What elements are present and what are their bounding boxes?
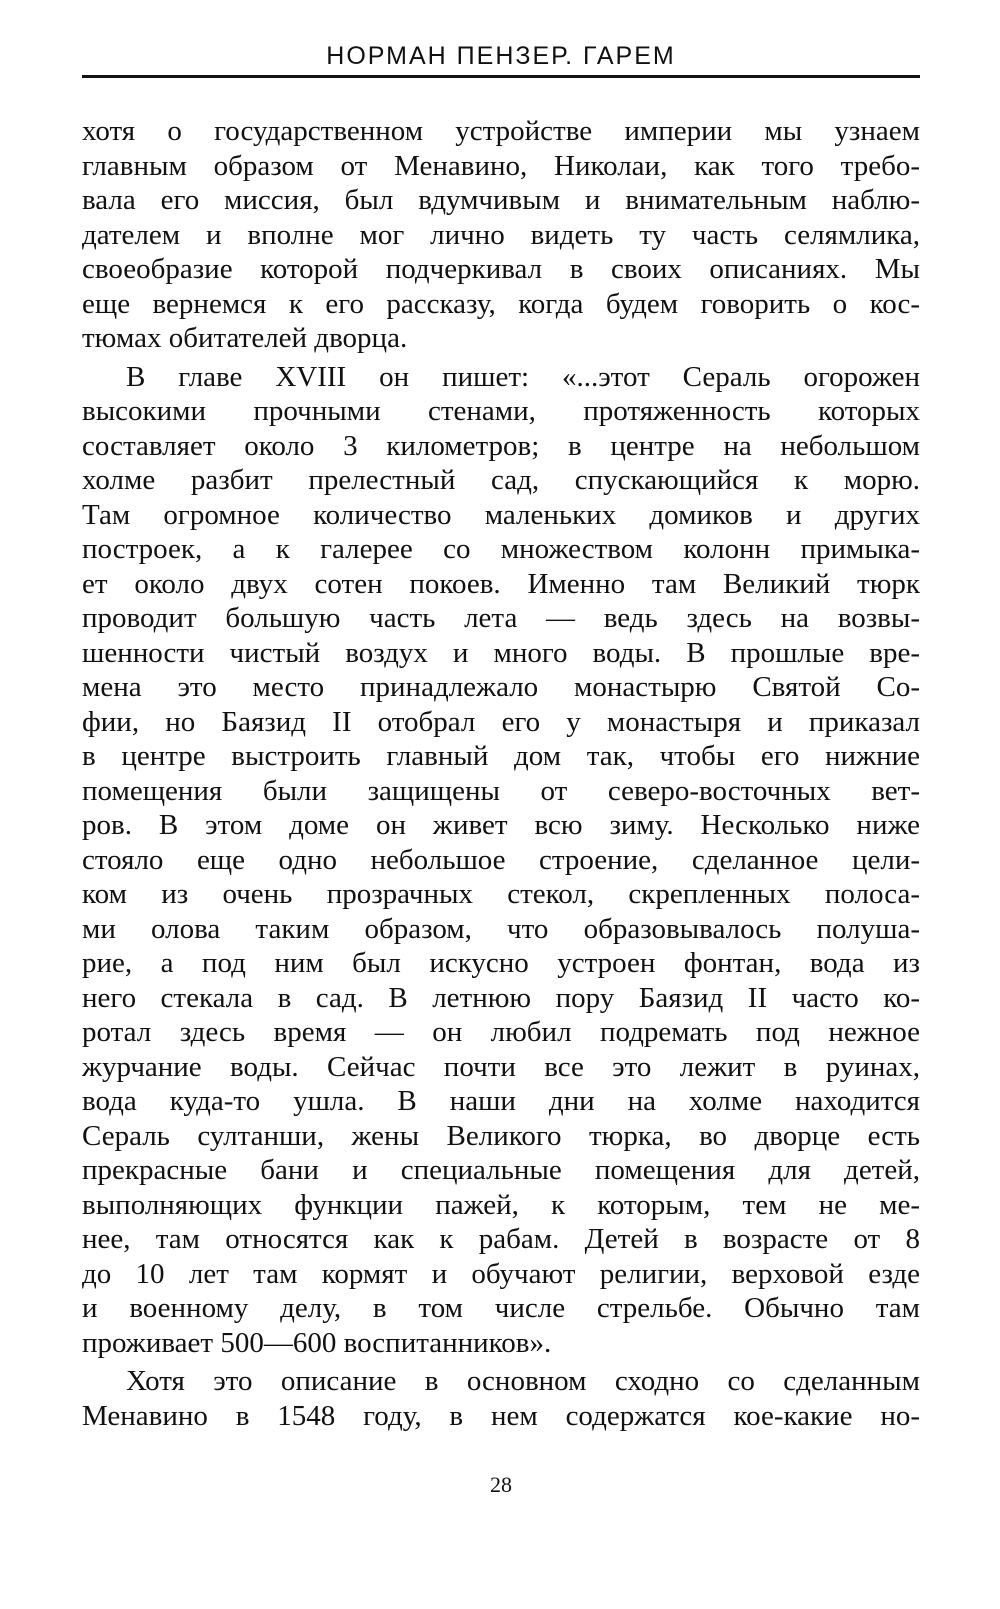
text-line: ров. В этом доме он живет всю зиму. Несколько ниже — [82, 809, 920, 841]
text-line: мена это место принадлежало монастырю Святой Со- — [82, 671, 920, 703]
text-line: журчание воды. Сейчас почти все это лежит в руинах, — [82, 1050, 920, 1083]
text-line: нее, там относятся как к рабам. Детей в возрасте от 8 — [82, 1223, 920, 1255]
text-line: холме разбит прелестный сад, спускающийся к морю. — [82, 464, 920, 496]
paragraph — [82, 114, 920, 356]
text-line: ми олова таким образом, что образовывалось полуша- — [82, 912, 920, 945]
text-line: ет около двух сотен покоев. Именно там Великий тюрк — [82, 567, 920, 600]
body-text — [82, 114, 920, 1433]
text-line: построек, а к галерее со множеством колонн примыка- — [82, 533, 920, 565]
text-line: ротал здесь время — он любил подремать под нежное — [82, 1016, 920, 1048]
text-line: своеобразие которой подчеркивал в своих описаниях. Мы — [82, 253, 920, 285]
text-line: до 10 лет там кормят и обучают религии, верховой езде — [82, 1257, 920, 1290]
paragraph — [82, 1364, 920, 1433]
text-line: рие, а под ним был искусно устроен фонтан, вода из — [82, 947, 920, 979]
text-line: Сераль султанши, жены Великого тюрка, во дворце есть — [82, 1119, 920, 1152]
text-line: выполняющих функции пажей, к которым, тем не ме- — [82, 1188, 920, 1221]
text-line: составляет около 3 километров; в центре на небольшом — [82, 429, 920, 462]
text-line: прекрасные бани и специальные помещения для детей, — [82, 1154, 920, 1186]
text-line: главным образом от Менавино, Николаи, как того требо- — [82, 149, 920, 182]
text-line: в центре выстроить главный дом так, чтобы его нижние — [82, 740, 920, 772]
text-line: Хотя это описание в основном сходно со сделанным — [126, 1365, 920, 1397]
text-line: и военному делу, в том числе стрельбе. Обычно там — [82, 1292, 920, 1324]
text-line: высокими прочными стенами, протяженность которых — [82, 395, 920, 427]
text-line: проводит большую часть лета — ведь здесь на возвы- — [82, 602, 920, 634]
text-line: шенности чистый воздух и много воды. В прошлые вре- — [82, 636, 920, 669]
text-line: фии, но Баязид II отобрал его у монастыря и приказал — [82, 705, 920, 738]
text-line: дателем и вполне мог лично видеть ту часть селямлика, — [82, 218, 920, 251]
running-title: НОРМАН ПЕНЗЕР. ГАРЕМ — [326, 42, 676, 70]
text-line: стояло еще одно небольшое строение, сделанное цели- — [82, 843, 920, 876]
text-line: тюмах обитателей дворца. — [82, 322, 408, 354]
text-line: В главе XVIII он пишет: «...этот Сераль огорожен — [126, 360, 920, 393]
text-line: ком из очень прозрачных стекол, скрепленных полоса- — [82, 878, 920, 910]
text-line: проживает 500—600 воспитанников». — [82, 1326, 552, 1359]
page-number: 28 — [490, 1472, 512, 1497]
text-line: помещения были защищены от северо-восточных вет- — [82, 774, 920, 807]
text-line: него стекала в сад. В летнюю пору Баязид II часто ко- — [82, 981, 920, 1014]
text-line: вода куда-то ушла. В наши дни на холме находится — [82, 1085, 920, 1117]
text-line: еще вернемся к его рассказу, когда будем говорить о кос- — [82, 287, 920, 320]
text-line: Менавино в 1548 году, в нем содержатся кое-какие но- — [82, 1399, 920, 1432]
header-rule — [82, 75, 920, 78]
text-line: хотя о государственном устройстве империи мы узнаем — [82, 115, 920, 147]
text-line: вала его миссия, был вдумчивым и внимательным наблю- — [82, 184, 920, 216]
text-line: Там огромное количество маленьких домиков и других — [82, 498, 920, 531]
paragraph — [82, 360, 920, 1361]
